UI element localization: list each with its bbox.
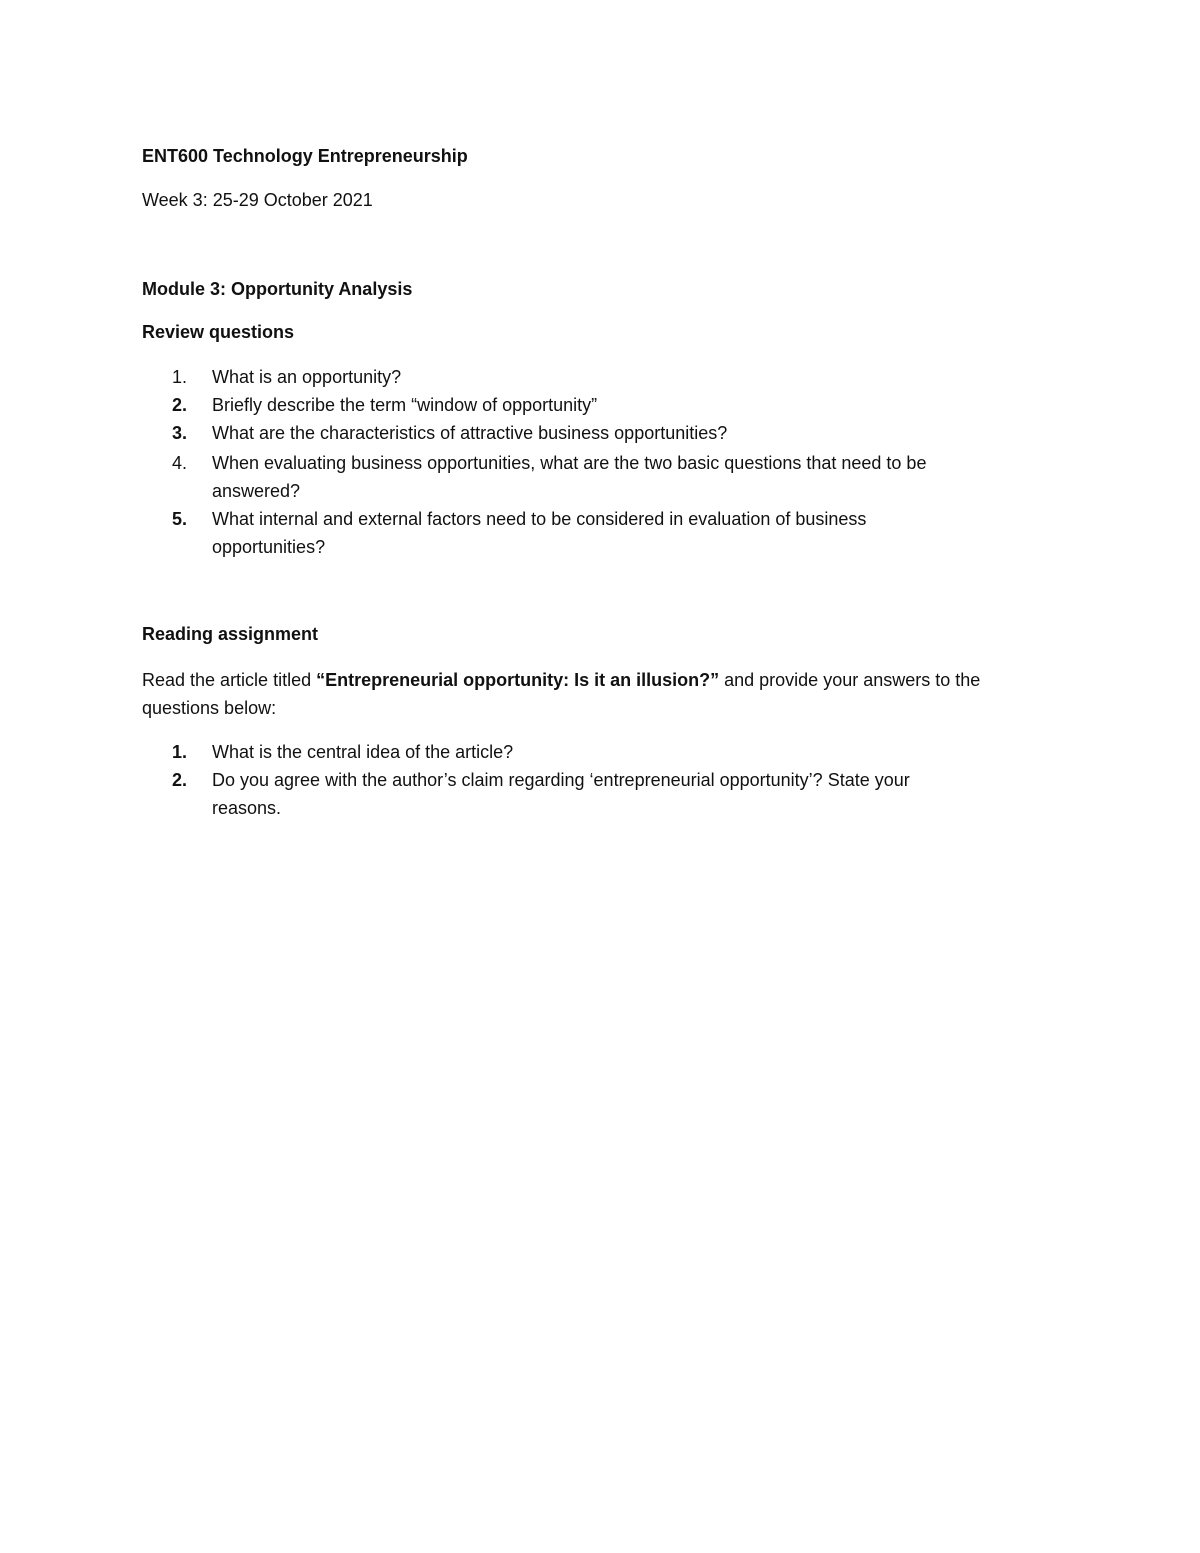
reading-intro-line1 <box>142 668 980 692</box>
reading-item-2-number: 2. <box>172 770 188 790</box>
reading-assignment-heading: Reading assignment <box>142 624 319 644</box>
article-title: “Entrepreneurial opportunity: Is it an illusion?” <box>316 670 720 690</box>
review-item-3-number: 3. <box>172 423 188 443</box>
review-item-1-number: 1. <box>172 367 188 387</box>
reading-item-1-text: What is the central idea of the article? <box>212 742 514 762</box>
review-item-5-text-line1: What internal and external factors need to be considered in evaluation of business <box>212 509 867 529</box>
reading-intro-pre: Read the article titled <box>142 670 317 690</box>
review-item-4-number: 4. <box>172 453 188 473</box>
reading-item-1-number: 1. <box>172 742 188 762</box>
reading-intro-post: and provide your answers to the <box>719 670 981 690</box>
review-item-3-text: What are the characteristics of attractive business opportunities? <box>212 423 728 443</box>
review-item-2-number: 2. <box>172 395 188 415</box>
reading-item-2-text-line1: Do you agree with the author’s claim regarding ‘entrepreneurial opportunity’? State your <box>212 770 910 790</box>
week-dates: Week 3: 25-29 October 2021 <box>142 190 373 210</box>
review-item-4-text-line2: answered? <box>212 481 301 501</box>
review-item-5-text-line2: opportunities? <box>212 537 326 557</box>
review-item-4-text-line1: When evaluating business opportunities, what are the two basic questions that need to be <box>212 453 927 473</box>
reading-item-2-text-line2: reasons. <box>212 798 282 818</box>
review-item-1-text: What is an opportunity? <box>212 367 402 387</box>
review-item-5-number: 5. <box>172 509 188 529</box>
reading-intro-line2: questions below: <box>142 698 277 718</box>
review-questions-heading: Review questions <box>142 322 295 342</box>
course-title: ENT600 Technology Entrepreneurship <box>142 146 468 166</box>
module-title: Module 3: Opportunity Analysis <box>142 279 413 299</box>
review-item-2-text: Briefly describe the term “window of opportunity” <box>212 395 598 415</box>
